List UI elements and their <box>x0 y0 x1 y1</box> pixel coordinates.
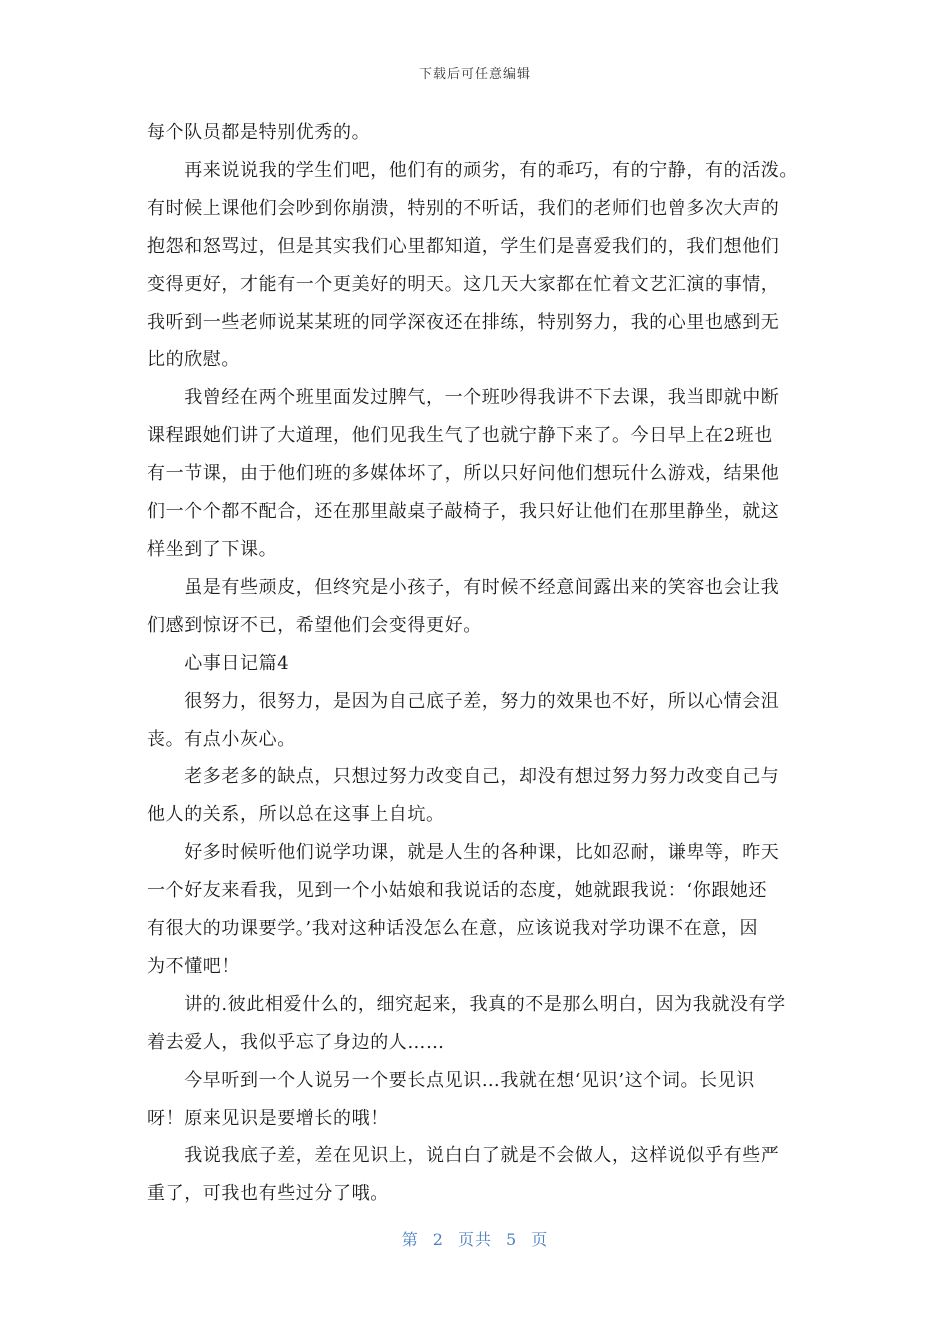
text-line: 有很大的功课要学。’我对这种话没怎么在意，应该说我对学功课不在意，因 <box>147 918 759 940</box>
footer-di: 第 <box>401 1230 419 1249</box>
total-page-number: 5 <box>506 1230 518 1249</box>
text-line: 再来说说我的学生们吧，他们有的顽劣，有的乖巧，有的宁静，有的活泼。 <box>147 159 798 181</box>
text-line: 们一个个都不配合，还在那里敲桌子敲椅子，我只好让他们在那里静坐，就这 <box>147 501 780 523</box>
text-line: 变得更好，才能有一个更美好的明天。这几天大家都在忙着文艺汇演的事情， <box>147 273 780 295</box>
text-line: 一个好友来看我，见到一个小姑娘和我说话的态度，她就跟我说：‘你跟她还 <box>147 880 768 902</box>
text-line: 重了，可我也有些过分了哦。 <box>147 1183 389 1205</box>
text-line: 虽是有些顽皮，但终究是小孩子，有时候不经意间露出来的笑容也会让我 <box>147 576 780 598</box>
text-line: 比的欣慰。 <box>147 349 240 371</box>
current-page-number: 2 <box>432 1230 444 1249</box>
text-line: 今早听到一个人说另一个要长点见识…我就在想‘见识’这个词。长见识 <box>147 1069 755 1091</box>
text-line: 我曾经在两个班里面发过脾气，一个班吵得我讲不下去课，我当即就中断 <box>147 387 780 409</box>
document-body <box>147 114 807 1213</box>
text-line: 丧。有点小灰心。 <box>147 728 296 750</box>
page-header: 下载后可任意编辑 <box>418 67 531 82</box>
text-line: 好多时候听他们说学功课，就是人生的各种课，比如忍耐，谦卑等，昨天 <box>147 842 780 864</box>
text-line: 讲的.彼此相爱什么的，细究起来，我真的不是那么明白，因为我就没有学 <box>147 993 786 1015</box>
text-line: 有一节课，由于他们班的多媒体坏了，所以只好问他们想玩什么游戏，结果他 <box>147 463 780 485</box>
text-line: 他人的关系，所以总在这事上自坑。 <box>147 804 445 826</box>
text-line: 很努力，很努力，是因为自己底子差，努力的效果也不好，所以心情会沮 <box>147 690 780 712</box>
footer-ye: 页 <box>531 1230 549 1249</box>
text-line: 老多老多的缺点，只想过努力改变自己，却没有想过努力努力改变自己与 <box>147 766 780 788</box>
text-line: 我说我底子差，差在见识上，说白白了就是不会做人，这样说似乎有些严 <box>147 1145 780 1167</box>
text-line: 每个队员都是特别优秀的。 <box>147 122 371 143</box>
section-heading: 心事日记篇4 <box>147 652 290 674</box>
text-line: 为不懂吧！ <box>147 955 240 977</box>
text-line: 们感到惊讶不已，希望他们会变得更好。 <box>147 614 482 636</box>
text-line: 有时候上课他们会吵到你崩溃，特别的不听话，我们的老师们也曾多次大声的 <box>147 197 780 219</box>
footer-ye-gong: 页共 <box>457 1230 492 1249</box>
text-line: 呀！原来见识是要增长的哦！ <box>147 1107 389 1129</box>
text-line: 抱怨和怒骂过，但是其实我们心里都知道，学生们是喜爱我们的，我们想他们 <box>147 235 780 257</box>
text-line: 样坐到了下课。 <box>147 538 278 560</box>
page-number-footer <box>0 1229 950 1251</box>
text-line: 着去爱人，我似乎忘了身边的人…… <box>147 1031 445 1053</box>
text-line: 我听到一些老师说某某班的同学深夜还在排练，特别努力，我的心里也感到无 <box>147 311 780 333</box>
text-line: 课程跟她们讲了大道理，他们见我生气了也就宁静下来了。今日早上在2班也 <box>147 425 773 447</box>
